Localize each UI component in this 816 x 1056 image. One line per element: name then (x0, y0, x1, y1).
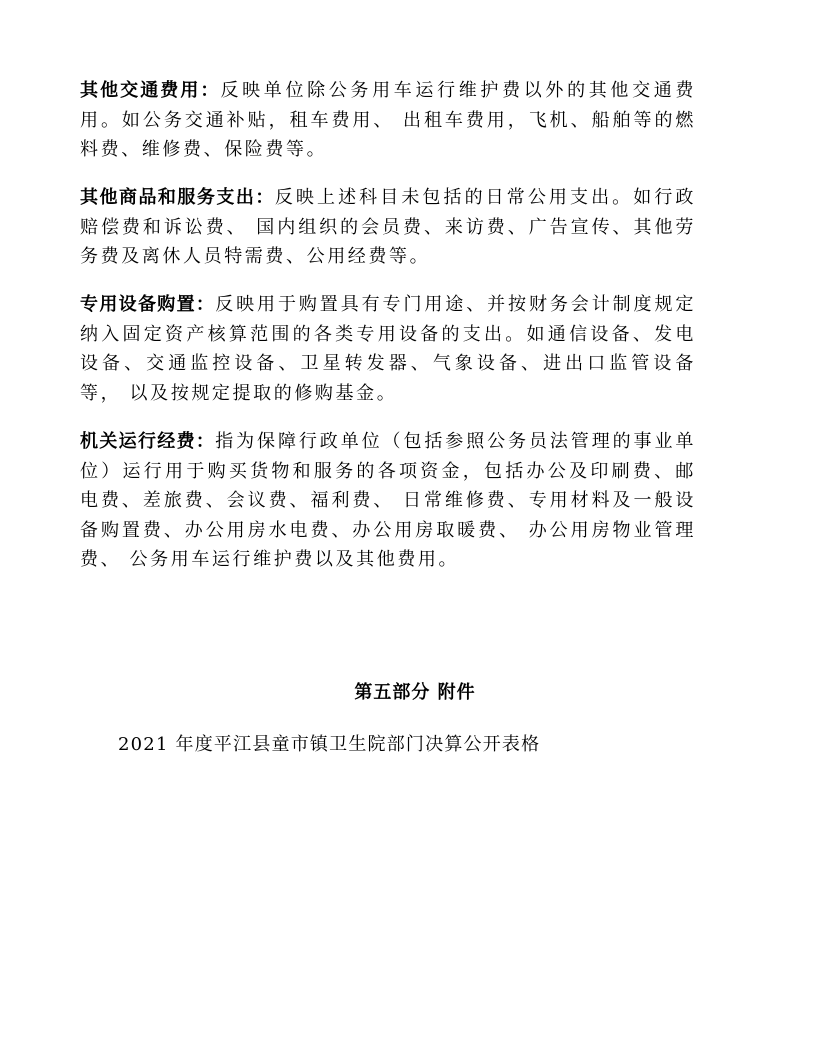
paragraph-other-goods-services (80, 183, 696, 272)
definition-other-goods-services: 反映上述科目未包括的日常公用支出。如行政赔偿费和诉讼费、 国内组织的会员费、来访费、广告宣传、其他劳务费及离休人员特需费、公用经费等。 (80, 187, 696, 267)
definition-agency-operating-funds: 指为保障行政单位（包括参照公务员法管理的事业单位）运行用于购买货物和服务的各项资金，包括办公及印刷费、邮电费、差旅费、会议费、福利费、 日常维修费、专用材料及一般设备购置费、办公用房水电费、办公用房取暖费、 办公用房物业管理费、 公务用车运行维护费以及其他费用。 (80, 431, 696, 570)
term-other-transport-costs: 其他交通费用： (80, 80, 221, 101)
term-other-goods-services: 其他商品和服务支出： (80, 187, 275, 208)
paragraph-other-transport-costs (80, 76, 696, 165)
term-special-equipment: 专用设备购置： (80, 294, 216, 315)
definition-special-equipment: 反映用于购置具有专门用途、并按财务会计制度规定纳入固定资产核算范围的各类专用设备的支出。如通信设备、发电设备、交通监控设备、卫星转发器、气象设备、进出口监管设备等， 以及按规定提取的修购基金。 (80, 294, 696, 404)
section-title: 第五部分 附件 (354, 682, 476, 703)
paragraph-agency-operating-funds (80, 427, 696, 575)
definition-other-transport-costs: 反映单位除公务用车运行维护费以外的其他交通费用。如公务交通补贴，租车费用、 出租车费用，飞机、船舶等的燃料费、维修费、保险费等。 (80, 80, 696, 160)
term-agency-operating-funds: 机关运行经费： (80, 431, 216, 452)
paragraph-special-equipment (80, 290, 696, 408)
attachment-title: 2021 年度平江县童市镇卫生院部门决算公开表格 (118, 734, 541, 755)
